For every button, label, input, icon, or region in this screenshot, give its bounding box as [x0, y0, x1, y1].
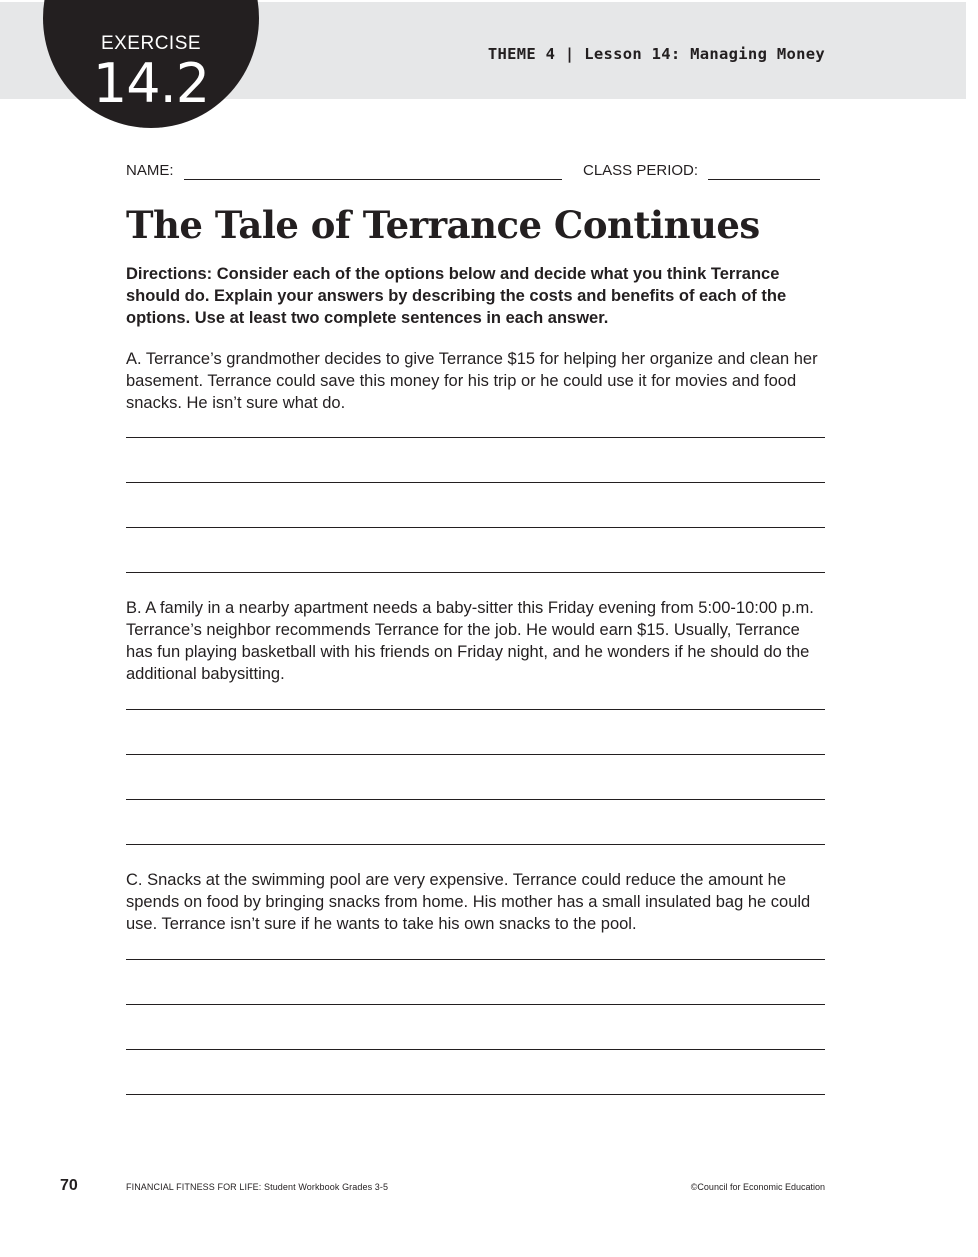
book-citation	[126, 1182, 388, 1192]
answer-line-c-3[interactable]	[126, 1049, 825, 1050]
answer-line-c-1[interactable]	[126, 959, 825, 960]
exercise-number: 14.2	[92, 52, 210, 115]
answer-line-a-1[interactable]	[126, 437, 825, 438]
question-a: A. Terrance’s grandmother decides to give Terrance $15 for helping her organize and clean her basement. Terrance could save this money for his trip or he could use it for movies and food snacks. He isn’t sure what do.	[126, 350, 818, 412]
question-b: B. A family in a nearby apartment needs a baby-sitter this Friday evening from 5:00-10:00 p.m. Terrance’s neighbor recommends Terrance for the job. He would earn $15. Usually, Terrance has fun playing basketball with his friends on Friday night, and he wonders if he should do the additional babysitting.	[126, 599, 814, 683]
answer-line-b-4[interactable]	[126, 844, 825, 845]
name-field[interactable]	[184, 179, 562, 180]
book-subtitle: Student Workbook Grades 3-5	[261, 1182, 389, 1192]
answer-line-c-2[interactable]	[126, 1004, 825, 1005]
answer-line-b-2[interactable]	[126, 754, 825, 755]
answer-line-c-4[interactable]	[126, 1094, 825, 1095]
book-title: FINANCIAL FITNESS FOR LIFE:	[126, 1182, 262, 1192]
class-period-label: CLASS PERIOD:	[583, 162, 699, 179]
answer-line-b-3[interactable]	[126, 799, 825, 800]
name-label: NAME:	[126, 162, 174, 179]
directions-text: Directions: Consider each of the options below and decide what you think Terrance should do. Explain your answers by describing the costs and benefits of each of the options. Use at least two complete sentences in each answer.	[126, 265, 787, 327]
name-class-period-row	[126, 160, 826, 184]
answer-line-a-4[interactable]	[126, 572, 825, 573]
question-c: C. Snacks at the swimming pool are very expensive. Terrance could reduce the amount he spends on food by bringing snacks from home. His mother has a small insulated bag he could use. Terrance isn’t sure if he wants to take his own snacks to the pool.	[126, 871, 811, 933]
answer-line-a-3[interactable]	[126, 527, 825, 528]
page-title: The Tale of Terrance Continues	[126, 203, 760, 247]
theme-lesson-heading: THEME 4 | Lesson 14: Managing Money	[487, 45, 825, 63]
copyright: ©Council for Economic Education	[690, 1182, 825, 1192]
exercise-label: EXERCISE	[100, 33, 202, 54]
answer-line-b-1[interactable]	[126, 709, 825, 710]
answer-line-a-2[interactable]	[126, 482, 825, 483]
class-period-field[interactable]	[708, 179, 820, 180]
page-number: 70	[60, 1177, 78, 1194]
